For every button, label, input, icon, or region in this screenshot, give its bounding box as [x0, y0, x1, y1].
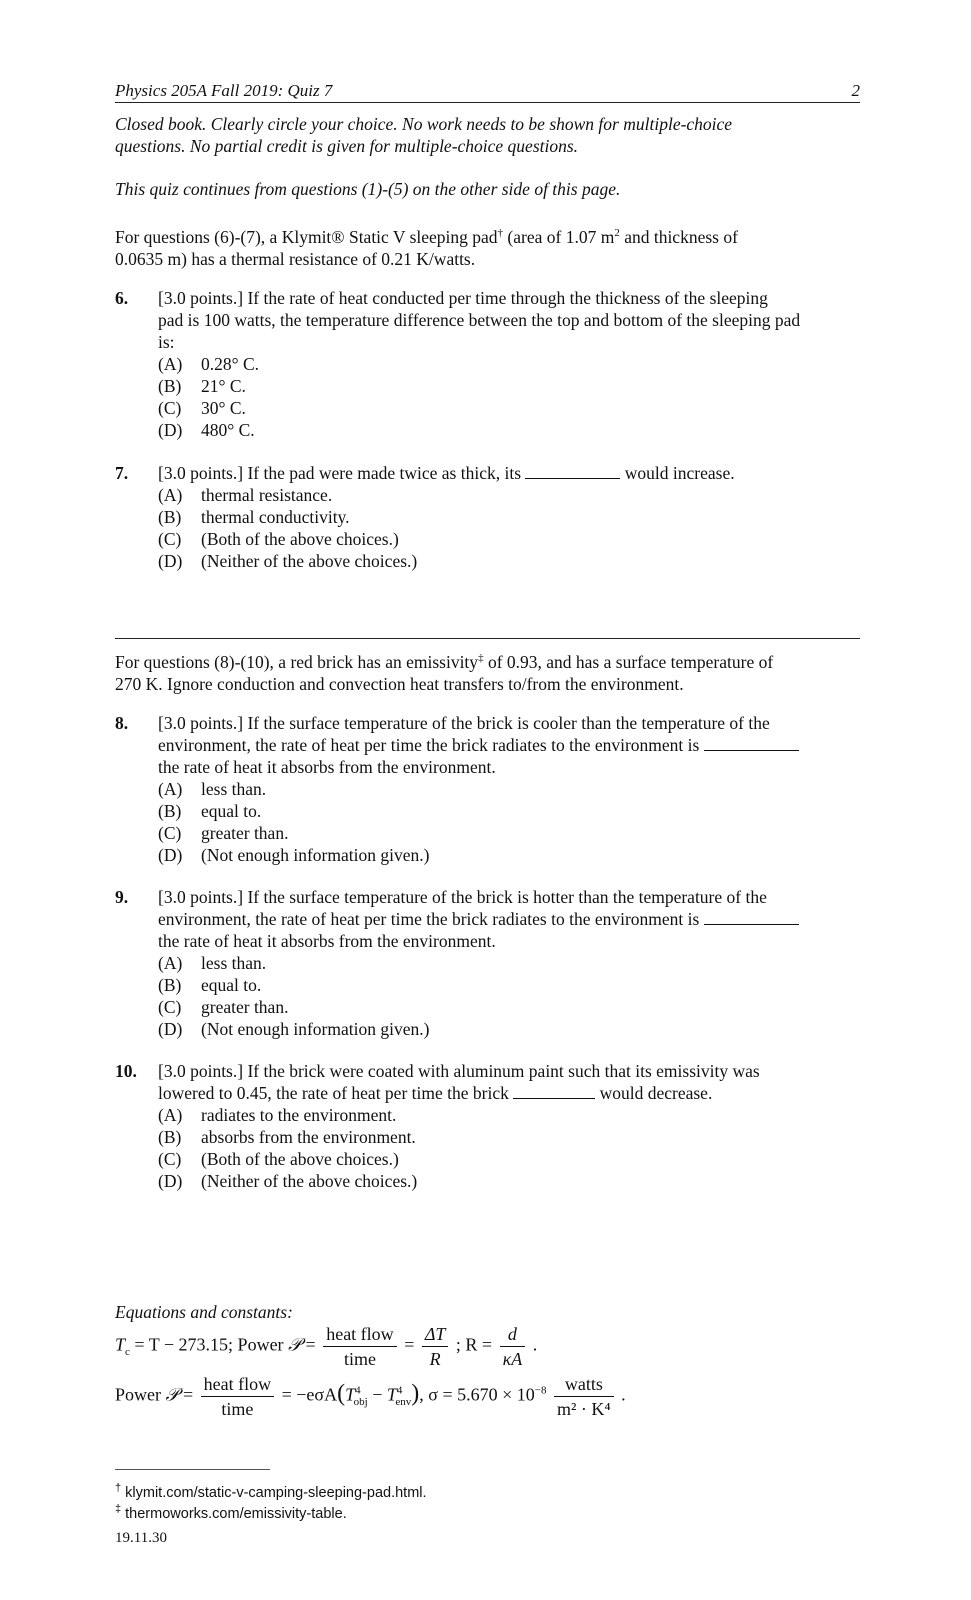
- brick-intro-text-a: For questions (8)-(10), a red brick has an emissivity: [115, 651, 479, 672]
- delta-t-fraction: $\frac{\Delta T}{R}$: [422, 1322, 449, 1371]
- option-d[interactable]: (D) 480° C.: [158, 420, 255, 440]
- brick-intro-line-2: 270 K. Ignore conduction and convection heat transfers to/from the environment.: [115, 673, 684, 694]
- option-a[interactable]: (A) less than.: [158, 779, 267, 799]
- dagger-mark: †: [497, 227, 504, 239]
- question-text: would decrease.: [595, 1083, 713, 1103]
- answer-blank: [525, 464, 620, 479]
- page-number: 2: [851, 81, 860, 100]
- footnote-link[interactable]: thermoworks.com/emissivity-table.: [121, 1505, 347, 1522]
- question-text: the rate of heat it absorbs from the environment.: [158, 931, 496, 951]
- question-8: [115, 712, 870, 866]
- question-number: 7.: [115, 463, 129, 483]
- question-number: 10.: [115, 1061, 137, 1081]
- question-text: is:: [158, 332, 175, 352]
- question-text: [3.0 points.] If the brick were coated with aluminum paint such that its emissivity was: [158, 1061, 760, 1081]
- question-number: 9.: [115, 887, 129, 907]
- option-a[interactable]: (A) radiates to the environment.: [158, 1105, 397, 1125]
- question-7: [115, 462, 870, 572]
- section-divider: [115, 638, 860, 639]
- answer-blank: [513, 1084, 595, 1099]
- option-c[interactable]: (C) greater than.: [158, 823, 289, 843]
- heat-flow-fraction: $\frac{\text{heat flow}}{\text{time}}$: [323, 1322, 396, 1371]
- question-text: [3.0 points.] If the rate of heat conducted per time through the thickness of the sleeping: [158, 288, 768, 308]
- question-text: [3.0 points.] If the surface temperature of the brick is cooler than the temperature of the: [158, 713, 770, 733]
- option-d[interactable]: (D) (Not enough information given.): [158, 845, 430, 865]
- question-6: [115, 287, 870, 441]
- document-date: 19.11.30: [115, 1530, 167, 1546]
- question-text: environment, the rate of heat per time the brick radiates to the environment is: [158, 909, 704, 929]
- pad-intro-text-c: and thickness of: [619, 226, 738, 247]
- footnote-link[interactable]: klymit.com/static-v-camping-sleeping-pad.html.: [121, 1484, 427, 1501]
- instructions: [115, 113, 870, 157]
- option-c[interactable]: (C) greater than.: [158, 997, 289, 1017]
- question-number: 6.: [115, 288, 129, 308]
- pad-intro-line-2: 0.0635 m) has a thermal resistance of 0.21 K/watts.: [115, 248, 476, 269]
- continuation-note: This quiz continues from questions (1)-(5) on the other side of this page.: [115, 179, 621, 199]
- option-d[interactable]: (D) (Not enough information given.): [158, 1019, 430, 1039]
- equations-heading: Equations and constants:: [115, 1302, 293, 1322]
- option-b[interactable]: (B) equal to.: [158, 975, 262, 995]
- option-c[interactable]: (C) 30° C.: [158, 398, 246, 418]
- question-text: the rate of heat it absorbs from the environment.: [158, 757, 496, 777]
- pad-intro-text-b: (area of 1.07 m: [503, 226, 615, 247]
- option-a[interactable]: (A) 0.28° C.: [158, 354, 260, 374]
- double-dagger-mark: ‡: [478, 652, 484, 664]
- instructions-line-1: Closed book. Clearly circle your choice. No work needs to be shown for multiple-choice: [115, 114, 733, 134]
- answer-blank: [704, 736, 799, 751]
- option-d[interactable]: (D) (Neither of the above choices.): [158, 551, 418, 571]
- header-title: Physics 205A Fall 2019: Quiz 7: [115, 81, 333, 100]
- brick-intro-text-b: of 0.93, and has a surface temperature of: [483, 651, 774, 672]
- question-text: [3.0 points.] If the pad were made twice as thick, its: [158, 463, 526, 483]
- option-d[interactable]: (D) (Neither of the above choices.): [158, 1171, 418, 1191]
- option-b[interactable]: (B) thermal conductivity.: [158, 507, 350, 527]
- question-9: [115, 886, 870, 1040]
- units-fraction: $\frac{\text{watts}}{\text{m² · K⁴}}$: [554, 1372, 614, 1421]
- question-text: lowered to 0.45, the rate of heat per time the brick: [158, 1083, 514, 1103]
- question-text: [3.0 points.] If the surface temperature of the brick is hotter than the temperature of the: [158, 887, 767, 907]
- question-10: [115, 1060, 870, 1192]
- footnote-2: ‡ thermoworks.com/emissivity-table.: [115, 1503, 347, 1522]
- option-a[interactable]: (A) thermal resistance.: [158, 485, 333, 505]
- footnote-1: † klymit.com/static-v-camping-sleeping-pad.html.: [115, 1482, 427, 1501]
- option-a[interactable]: (A) less than.: [158, 953, 267, 973]
- option-b[interactable]: (B) equal to.: [158, 801, 262, 821]
- pad-intro-text-a: For questions (6)-(7), a Klymit® Static V sleeping pad: [115, 226, 498, 247]
- question-number: 8.: [115, 713, 129, 733]
- brick-intro: [115, 647, 870, 695]
- equation-line-2: Power 𝒫 = $\frac{\text{heat flow}}{\text{time}}$ = $-e\sigma A(T^4_{obj} - T^4_{env})$, $\sigma = 5.670 \times 10^{-8}$ $\frac{\text{watts}}{\text{m² · K⁴}}$ .: [115, 1374, 626, 1419]
- pad-intro: [115, 222, 870, 270]
- heat-flow-fraction: $\frac{\text{heat flow}}{\text{time}}$: [201, 1372, 274, 1421]
- equation-line-1: $T_c = T - 273.15$; Power 𝒫 = $\frac{\text{heat flow}}{\text{time}}$ = $\frac{\Delta T}{R}$ ; R = $\frac{d}{\kappa A}$ .: [115, 1324, 538, 1369]
- option-b[interactable]: (B) 21° C.: [158, 376, 246, 396]
- resistance-fraction: $\frac{d}{\kappa A}$: [500, 1322, 526, 1371]
- question-text: environment, the rate of heat per time the brick radiates to the environment is: [158, 735, 704, 755]
- instructions-line-2: questions. No partial credit is given for multiple-choice questions.: [115, 136, 579, 156]
- option-c[interactable]: (C) (Both of the above choices.): [158, 1149, 399, 1169]
- question-text: pad is 100 watts, the temperature difference between the top and bottom of the sleeping pad: [158, 310, 801, 330]
- footnote-rule: [115, 1469, 270, 1470]
- squared-sup: 2: [614, 227, 620, 239]
- question-text: would increase.: [620, 463, 735, 483]
- answer-blank: [704, 910, 799, 925]
- page-header: [115, 80, 860, 103]
- option-c[interactable]: (C) (Both of the above choices.): [158, 529, 399, 549]
- option-b[interactable]: (B) absorbs from the environment.: [158, 1127, 416, 1147]
